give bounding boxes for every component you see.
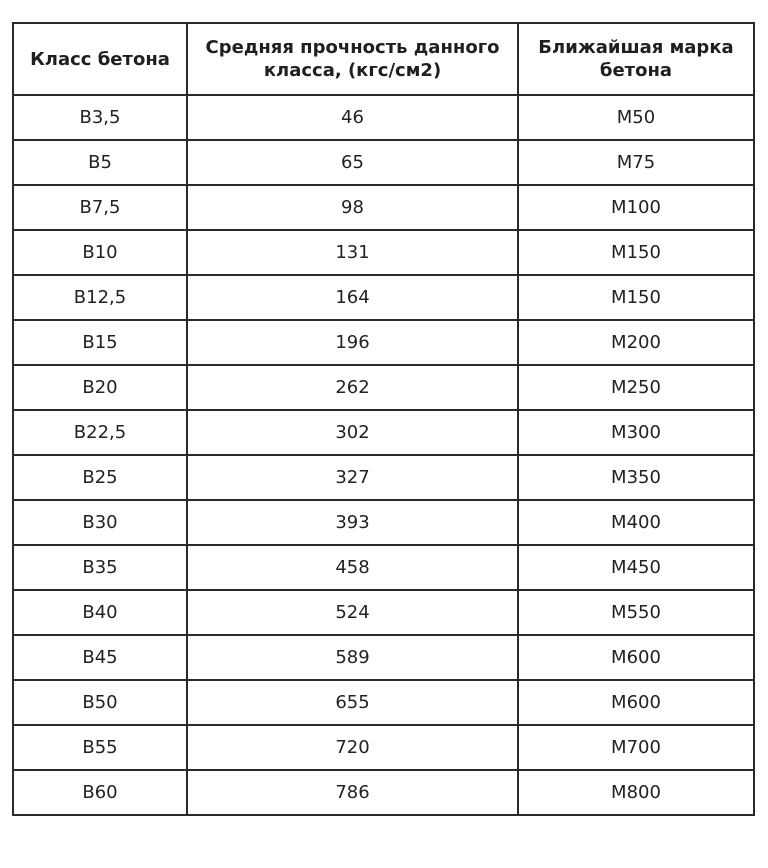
table-row	[13, 230, 754, 275]
cell-average-strength: 524	[187, 590, 518, 635]
table-row	[13, 95, 754, 140]
cell-average-strength: 164	[187, 275, 518, 320]
cell-nearest-grade: M200	[518, 320, 754, 365]
table-row	[13, 320, 754, 365]
cell-nearest-grade: M350	[518, 455, 754, 500]
table-row	[13, 140, 754, 185]
cell-nearest-grade: M550	[518, 590, 754, 635]
cell-concrete-class: B25	[13, 455, 187, 500]
cell-average-strength: 262	[187, 365, 518, 410]
cell-nearest-grade: M50	[518, 95, 754, 140]
cell-average-strength: 458	[187, 545, 518, 590]
cell-nearest-grade: M400	[518, 500, 754, 545]
cell-concrete-class: B5	[13, 140, 187, 185]
cell-concrete-class: B60	[13, 770, 187, 815]
cell-average-strength: 393	[187, 500, 518, 545]
table-row	[13, 275, 754, 320]
cell-concrete-class: B55	[13, 725, 187, 770]
cell-average-strength: 327	[187, 455, 518, 500]
cell-concrete-class: B22,5	[13, 410, 187, 455]
cell-average-strength: 65	[187, 140, 518, 185]
cell-nearest-grade: M75	[518, 140, 754, 185]
cell-concrete-class: B50	[13, 680, 187, 725]
cell-concrete-class: B35	[13, 545, 187, 590]
table-header-row	[13, 23, 754, 95]
cell-concrete-class: B3,5	[13, 95, 187, 140]
cell-nearest-grade: M150	[518, 275, 754, 320]
table-row	[13, 590, 754, 635]
table-row	[13, 500, 754, 545]
cell-concrete-class: B7,5	[13, 185, 187, 230]
cell-nearest-grade: M700	[518, 725, 754, 770]
cell-concrete-class: B10	[13, 230, 187, 275]
cell-average-strength: 302	[187, 410, 518, 455]
cell-concrete-class: B45	[13, 635, 187, 680]
header-nearest-grade: Ближайшая марка бетона	[518, 23, 754, 95]
concrete-class-table	[12, 22, 755, 816]
cell-nearest-grade: M150	[518, 230, 754, 275]
cell-nearest-grade: M600	[518, 635, 754, 680]
cell-concrete-class: B12,5	[13, 275, 187, 320]
cell-average-strength: 196	[187, 320, 518, 365]
cell-average-strength: 720	[187, 725, 518, 770]
header-concrete-class: Класс бетона	[13, 23, 187, 95]
cell-nearest-grade: M800	[518, 770, 754, 815]
cell-nearest-grade: M250	[518, 365, 754, 410]
cell-average-strength: 589	[187, 635, 518, 680]
table-body	[13, 95, 754, 815]
cell-concrete-class: B15	[13, 320, 187, 365]
cell-average-strength: 655	[187, 680, 518, 725]
cell-nearest-grade: M100	[518, 185, 754, 230]
header-average-strength: Средняя прочность данного класса, (кгс/см2)	[187, 23, 518, 95]
cell-concrete-class: B20	[13, 365, 187, 410]
cell-nearest-grade: M600	[518, 680, 754, 725]
concrete-class-table-container	[12, 22, 753, 816]
cell-average-strength: 98	[187, 185, 518, 230]
cell-average-strength: 131	[187, 230, 518, 275]
cell-average-strength: 46	[187, 95, 518, 140]
cell-concrete-class: B40	[13, 590, 187, 635]
table-row	[13, 185, 754, 230]
table-row	[13, 635, 754, 680]
table-row	[13, 680, 754, 725]
table-row	[13, 725, 754, 770]
cell-nearest-grade: M300	[518, 410, 754, 455]
cell-average-strength: 786	[187, 770, 518, 815]
table-row	[13, 455, 754, 500]
table-row	[13, 410, 754, 455]
cell-nearest-grade: M450	[518, 545, 754, 590]
table-row	[13, 545, 754, 590]
table-row	[13, 365, 754, 410]
table-row	[13, 770, 754, 815]
cell-concrete-class: B30	[13, 500, 187, 545]
